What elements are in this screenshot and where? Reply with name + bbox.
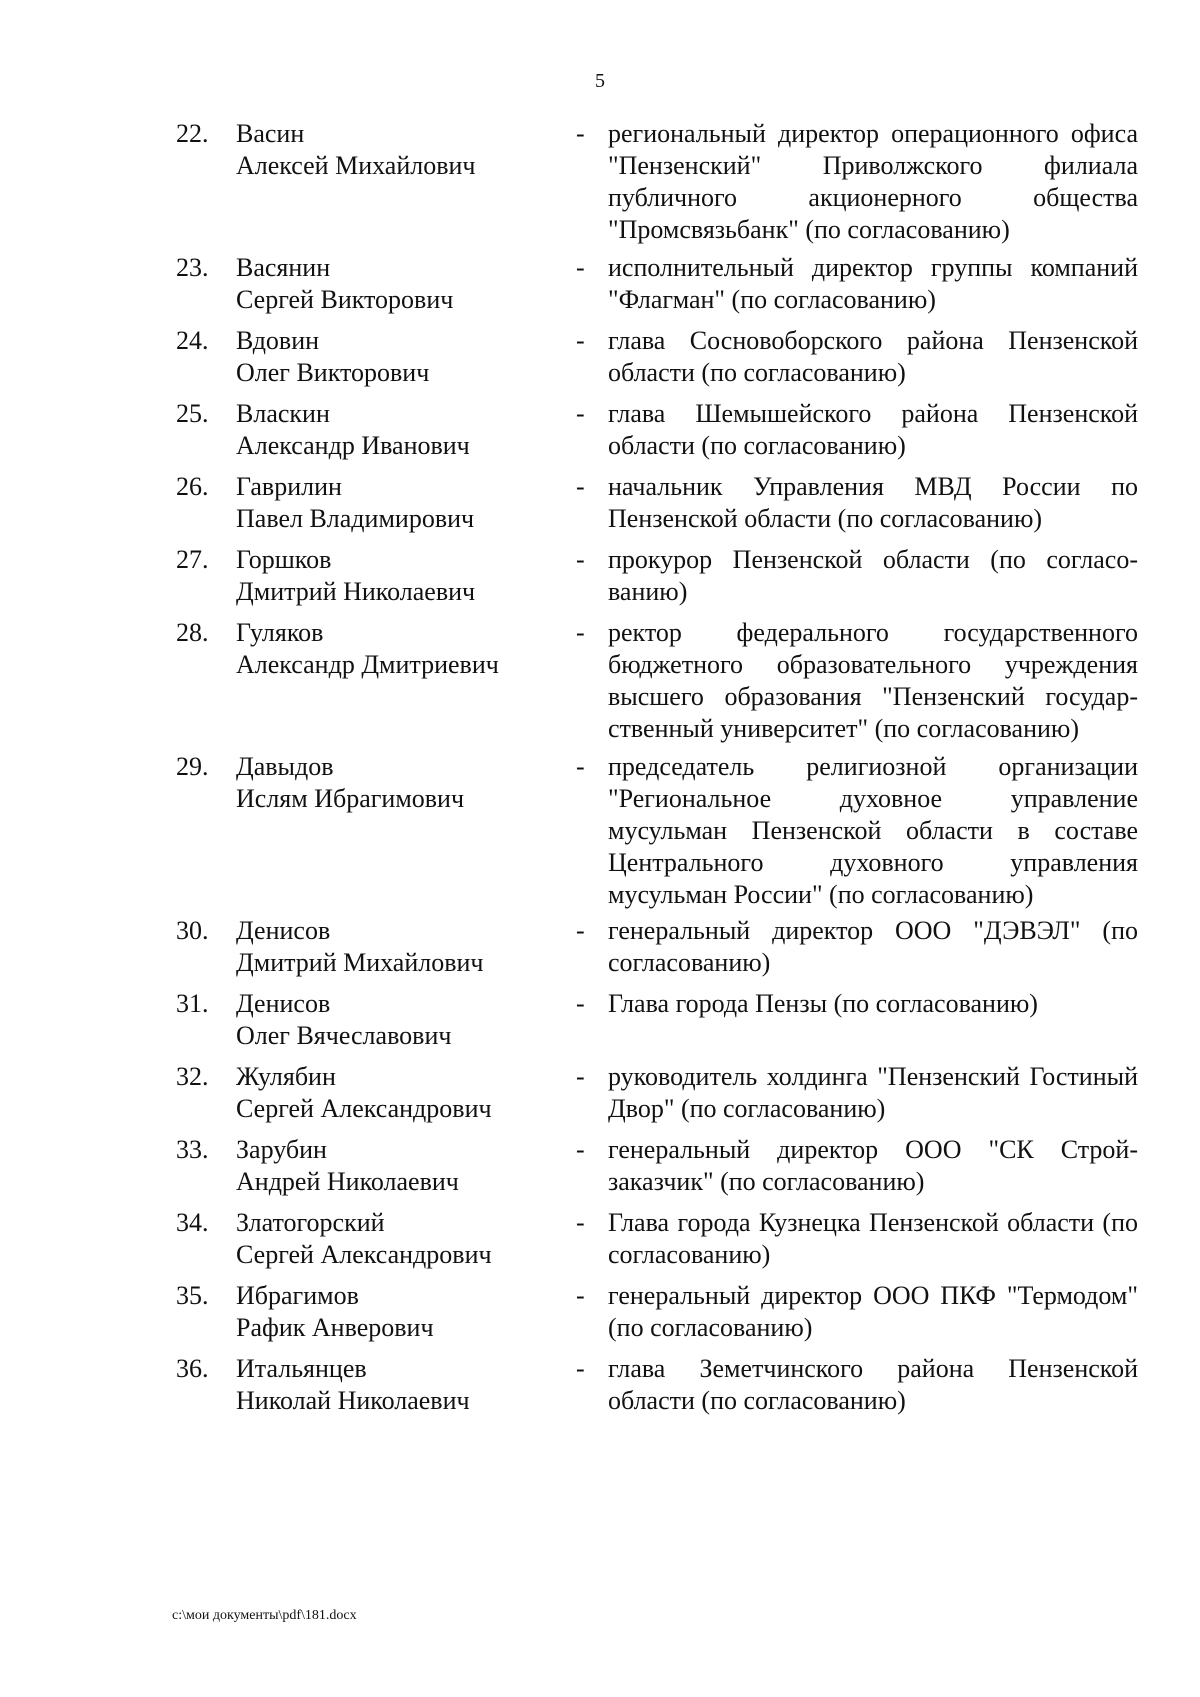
item-number: 26. — [176, 472, 209, 501]
member-role: глава Сосновоборского района Пензенской области (по согласованию) — [608, 326, 1138, 387]
dash-separator: - — [576, 119, 585, 148]
dash-separator: - — [576, 399, 585, 428]
member-name — [236, 398, 576, 471]
list-item — [176, 1207, 1142, 1280]
item-number: 23. — [176, 253, 209, 282]
member-given-name: Дмитрий Николаевич — [236, 577, 476, 606]
member-given-name: Сергей Викторович — [236, 285, 454, 314]
member-name — [236, 988, 576, 1061]
item-number: 24. — [176, 326, 209, 355]
member-role: генеральный директор ООО "СК Стройзаказчик" (по согласованию) — [608, 1135, 1138, 1196]
member-role: Глава города Кузнецка Пензенской области (по согласованию) — [608, 1208, 1138, 1269]
member-given-name: Сергей Александрович — [236, 1240, 492, 1269]
member-name — [236, 617, 576, 751]
item-number: 30. — [176, 916, 209, 945]
item-number: 35. — [176, 1281, 209, 1310]
list-item — [176, 1280, 1142, 1353]
member-surname: Златогорский — [236, 1208, 385, 1237]
item-number: 25. — [176, 399, 209, 428]
item-number: 36. — [176, 1354, 209, 1383]
member-name — [236, 1280, 576, 1353]
member-name — [236, 325, 576, 398]
member-name — [236, 1353, 576, 1426]
member-name — [236, 915, 576, 988]
member-role: председатель религиозной организации "Региональное духовное управление мусульман Пензенской области в составе Центрального духовного управления мусульман России" (по согласованию) — [608, 752, 1138, 909]
list-item — [176, 1061, 1142, 1134]
member-name — [236, 544, 576, 617]
member-surname: Итальянцев — [236, 1354, 367, 1383]
member-role: глава Земетчинского района Пензенской области (по согласованию) — [608, 1354, 1138, 1415]
member-surname: Горшков — [236, 545, 332, 574]
footer-file-path: c:\мои документы\pdf\181.docx — [172, 1608, 357, 1623]
member-surname: Денисов — [236, 989, 331, 1018]
dash-separator: - — [576, 326, 585, 355]
list-item — [176, 1134, 1142, 1207]
dash-separator: - — [576, 1135, 585, 1164]
dash-separator: - — [576, 253, 585, 282]
member-name — [236, 471, 576, 544]
member-role: исполнительный директор группы компаний "Флагман" (по согласованию) — [608, 253, 1138, 314]
dash-separator: - — [576, 989, 585, 1018]
item-number: 22. — [176, 119, 209, 148]
member-name — [236, 1207, 576, 1280]
member-given-name: Андрей Николаевич — [236, 1167, 459, 1196]
dash-separator: - — [576, 472, 585, 501]
list-item — [176, 252, 1142, 325]
list-item — [176, 1353, 1142, 1426]
member-role: руководитель холдинга "Пензенский Гостиный Двор" (по согласованию) — [608, 1062, 1138, 1123]
member-given-name: Александр Иванович — [236, 431, 470, 460]
item-number: 29. — [176, 752, 209, 781]
member-name — [236, 1134, 576, 1207]
member-surname: Вдовин — [236, 326, 320, 355]
member-surname: Васянин — [236, 253, 331, 282]
member-given-name: Рафик Анверович — [236, 1313, 434, 1342]
dash-separator: - — [576, 618, 585, 647]
member-role: Глава города Пензы (по согласованию) — [608, 989, 1038, 1018]
member-name — [236, 118, 576, 252]
list-item — [176, 617, 1142, 751]
member-surname: Жулябин — [236, 1062, 336, 1091]
item-number: 28. — [176, 618, 209, 647]
dash-separator: - — [576, 1062, 585, 1091]
list-item — [176, 118, 1142, 252]
member-role: глава Шемышейского района Пензенской области (по согласованию) — [608, 399, 1138, 460]
member-given-name: Алексей Михайлович — [236, 151, 476, 180]
member-given-name: Олег Вячеславович — [236, 1021, 452, 1050]
dash-separator: - — [576, 545, 585, 574]
list-item — [176, 544, 1142, 617]
member-surname: Денисов — [236, 916, 331, 945]
dash-separator: - — [576, 1208, 585, 1237]
list-item — [176, 398, 1142, 471]
list-item — [176, 471, 1142, 544]
member-role: ректор федерального государственного бюджетного образовательного учреждения высшего образования "Пензенский государственный университет" (по согласованию) — [608, 618, 1138, 743]
member-role: начальник Управления МВД России по Пензенской области (по согласованию) — [608, 472, 1138, 533]
page-number: 5 — [595, 70, 605, 92]
member-role: региональный директор операционного офиса "Пензенский" Приволжского филиала публичного акционерного общества "Промсвязьбанк" (по согласованию) — [608, 119, 1138, 244]
item-number: 33. — [176, 1135, 209, 1164]
list-item — [176, 915, 1142, 988]
member-given-name: Дмитрий Михайлович — [236, 948, 484, 977]
item-number: 27. — [176, 545, 209, 574]
dash-separator: - — [576, 752, 585, 781]
list-item — [176, 325, 1142, 398]
list-item — [176, 751, 1142, 915]
member-given-name: Сергей Александрович — [236, 1094, 492, 1123]
member-given-name: Ислям Ибрагимович — [236, 784, 465, 813]
member-role: прокурор Пензенской области (по согласованию) — [608, 545, 1138, 606]
member-surname: Гаврилин — [236, 472, 342, 501]
dash-separator: - — [576, 1281, 585, 1310]
member-given-name: Николай Николаевич — [236, 1386, 470, 1415]
member-name — [236, 1061, 576, 1134]
member-role: генеральный директор ООО ПКФ "Термодом" (по согласованию) — [608, 1281, 1138, 1342]
member-name — [236, 252, 576, 325]
list-item — [176, 988, 1142, 1061]
item-number: 32. — [176, 1062, 209, 1091]
item-number: 31. — [176, 989, 209, 1018]
item-number: 34. — [176, 1208, 209, 1237]
member-given-name: Павел Владимирович — [236, 504, 475, 533]
member-given-name: Александр Дмитриевич — [236, 650, 499, 679]
dash-separator: - — [576, 916, 585, 945]
dash-separator: - — [576, 1354, 585, 1383]
member-given-name: Олег Викторович — [236, 358, 430, 387]
member-surname: Давыдов — [236, 752, 334, 781]
member-list — [176, 118, 1142, 1426]
member-surname: Власкин — [236, 399, 330, 428]
member-surname: Гуляков — [236, 618, 324, 647]
member-name — [236, 751, 576, 915]
member-surname: Ибрагимов — [236, 1281, 359, 1310]
member-surname: Зарубин — [236, 1135, 327, 1164]
member-role: генеральный директор ООО "ДЭВЭЛ" (по согласованию) — [608, 916, 1138, 977]
member-surname: Васин — [236, 119, 305, 148]
